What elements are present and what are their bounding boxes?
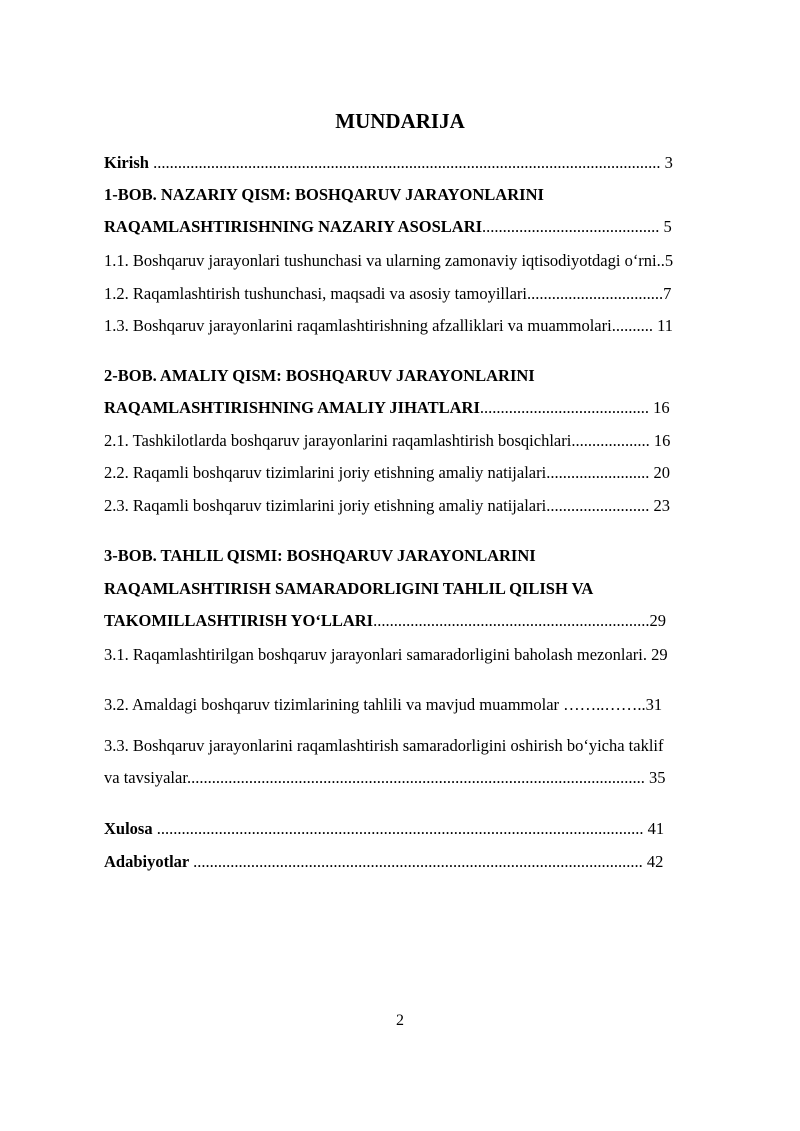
toc-entry-page: 31 — [645, 695, 663, 714]
toc-entry-text: TAKOMILLASHTIRISH YO‘LLARI — [104, 611, 374, 630]
toc-entry-text: 3-BOB. TAHLIL QISMI: BOSHQARUV JARAYONLARINI — [104, 546, 536, 565]
toc-entry-text: Adabiyotlar — [104, 852, 194, 871]
toc-entry-page: 5 — [664, 251, 674, 270]
toc-entry-page: 11 — [652, 316, 673, 335]
toc-entry-leader: ......................................... — [479, 398, 650, 417]
toc-entry-leader: ........................................... — [482, 217, 660, 236]
toc-section-2-1 — [104, 430, 752, 452]
toc-entry-leader: ................................. — [526, 284, 664, 303]
toc-entry-leader: ……..…….. — [563, 695, 646, 714]
toc-chapter-1-heading-line-2 — [104, 216, 752, 238]
toc-entry-text: 1.3. Boshqaruv jarayonlarini raqamlashtirishning afzalliklari va muammolari — [104, 316, 612, 335]
toc-entry-text: 2-BOB. AMALIY QISM: BOSHQARUV JARAYONLARINI — [104, 366, 535, 385]
toc-entry-xulosa — [104, 818, 752, 840]
toc-entry-text: Xulosa — [104, 819, 157, 838]
toc-entry-text: 2.2. Raqamli boshqaruv tizimlarini joriy etishning amaliy natijalari — [104, 463, 547, 482]
toc-entry-text: RAQAMLASHTIRISHNING AMALIY JIHATLARI — [104, 398, 480, 417]
toc-entry-text: Kirish — [104, 153, 154, 172]
toc-chapter-2-heading-line-1 — [104, 365, 752, 387]
toc-section-2-2 — [104, 462, 752, 484]
toc-entry-text: 3.2. Amaldagi boshqaruv tizimlarining tahlili va mavjud muammolar — [104, 695, 564, 714]
toc-chapter-2-heading-line-2 — [104, 397, 752, 419]
toc-chapter-3-heading-line-2 — [104, 578, 752, 600]
toc-entry-kirish — [104, 152, 752, 174]
toc-entry-text: 2.3. Raqamli boshqaruv tizimlarini joriy etishning amaliy natijalari — [104, 496, 547, 515]
page-number: 2 — [396, 1012, 404, 1029]
toc-section-1-2 — [104, 283, 752, 305]
toc-entry-text: 2.1. Tashkilotlarda boshqaruv jarayonlarini raqamlashtirish bosqichlari — [104, 431, 572, 450]
toc-entry-page: 16 — [649, 398, 670, 417]
toc-section-2-3 — [104, 495, 752, 517]
toc-section-3-1 — [104, 644, 752, 666]
toc-section-3-3-line-1 — [104, 735, 752, 757]
toc-entry-leader: ................... — [571, 431, 650, 450]
toc-entry-leader: ......................... — [546, 496, 650, 515]
toc-entry-page: 20 — [649, 463, 670, 482]
page-title: MUNDARIJA — [335, 109, 465, 133]
toc-section-1-1 — [104, 250, 752, 272]
toc-entry-adabiyotlar — [104, 851, 752, 873]
toc-entry-leader: ...................................................................................................................... — [156, 819, 644, 838]
toc-section-3-3-line-2 — [104, 767, 752, 789]
toc-entry-text: RAQAMLASHTIRISH SAMARADORLIGINI TAHLIL QILISH VA — [104, 579, 594, 598]
toc-entry-page: 5 — [659, 217, 672, 236]
toc-entry-leader: .. — [656, 251, 665, 270]
toc-entry-text: va tavsiyalar — [104, 768, 187, 787]
toc-entry-page: 35 — [644, 768, 666, 787]
toc-entry-page: 41 — [643, 819, 665, 838]
toc-entry-leader: ................................................................... — [373, 611, 650, 630]
toc-entry-text: 3.1. Raqamlashtirilgan boshqaruv jarayonlari samaradorligini baholash mezonlari. — [104, 645, 647, 664]
toc-entry-leader: ............................................................................................................... — [186, 768, 645, 787]
toc-entry-page: 29 — [649, 611, 666, 630]
toc-entry-page: 29 — [646, 645, 668, 664]
toc-entry-leader: ............................................................................................................. — [193, 852, 643, 871]
toc-section-3-2 — [104, 694, 752, 716]
toc-entry-text: 1.1. Boshqaruv jarayonlari tushunchasi va ularning zamonaviy iqtisodiyotdagi o‘rni — [104, 251, 657, 270]
toc-entry-page: 42 — [642, 852, 664, 871]
toc-entry-page: 7 — [663, 284, 672, 303]
toc-entry-text: 1-BOB. NAZARIY QISM: BOSHQARUV JARAYONLARINI — [104, 185, 544, 204]
toc-entry-text: 1.2. Raqamlashtirish tushunchasi, maqsadi va asosiy tamoyillari — [104, 284, 527, 303]
toc-entry-text: RAQAMLASHTIRISHNING NAZARIY ASOSLARI — [104, 217, 483, 236]
toc-chapter-3-heading-line-3 — [104, 610, 752, 632]
toc-chapter-1-heading-line-1 — [104, 184, 752, 206]
toc-section-1-3 — [104, 315, 752, 337]
toc-entry-leader: ........................................................................................................................... — [153, 153, 661, 172]
toc-entry-page: 23 — [649, 496, 670, 515]
toc-entry-leader: ......................... — [546, 463, 650, 482]
toc-entry-page: 3 — [660, 153, 673, 172]
toc-entry-leader: .......... — [611, 316, 653, 335]
toc-entry-text: 3.3. Boshqaruv jarayonlarini raqamlashtirish samaradorligini oshirish bo‘yicha taklif — [104, 736, 664, 755]
toc-entry-page: 16 — [649, 431, 671, 450]
toc-chapter-3-heading-line-1 — [104, 545, 752, 567]
